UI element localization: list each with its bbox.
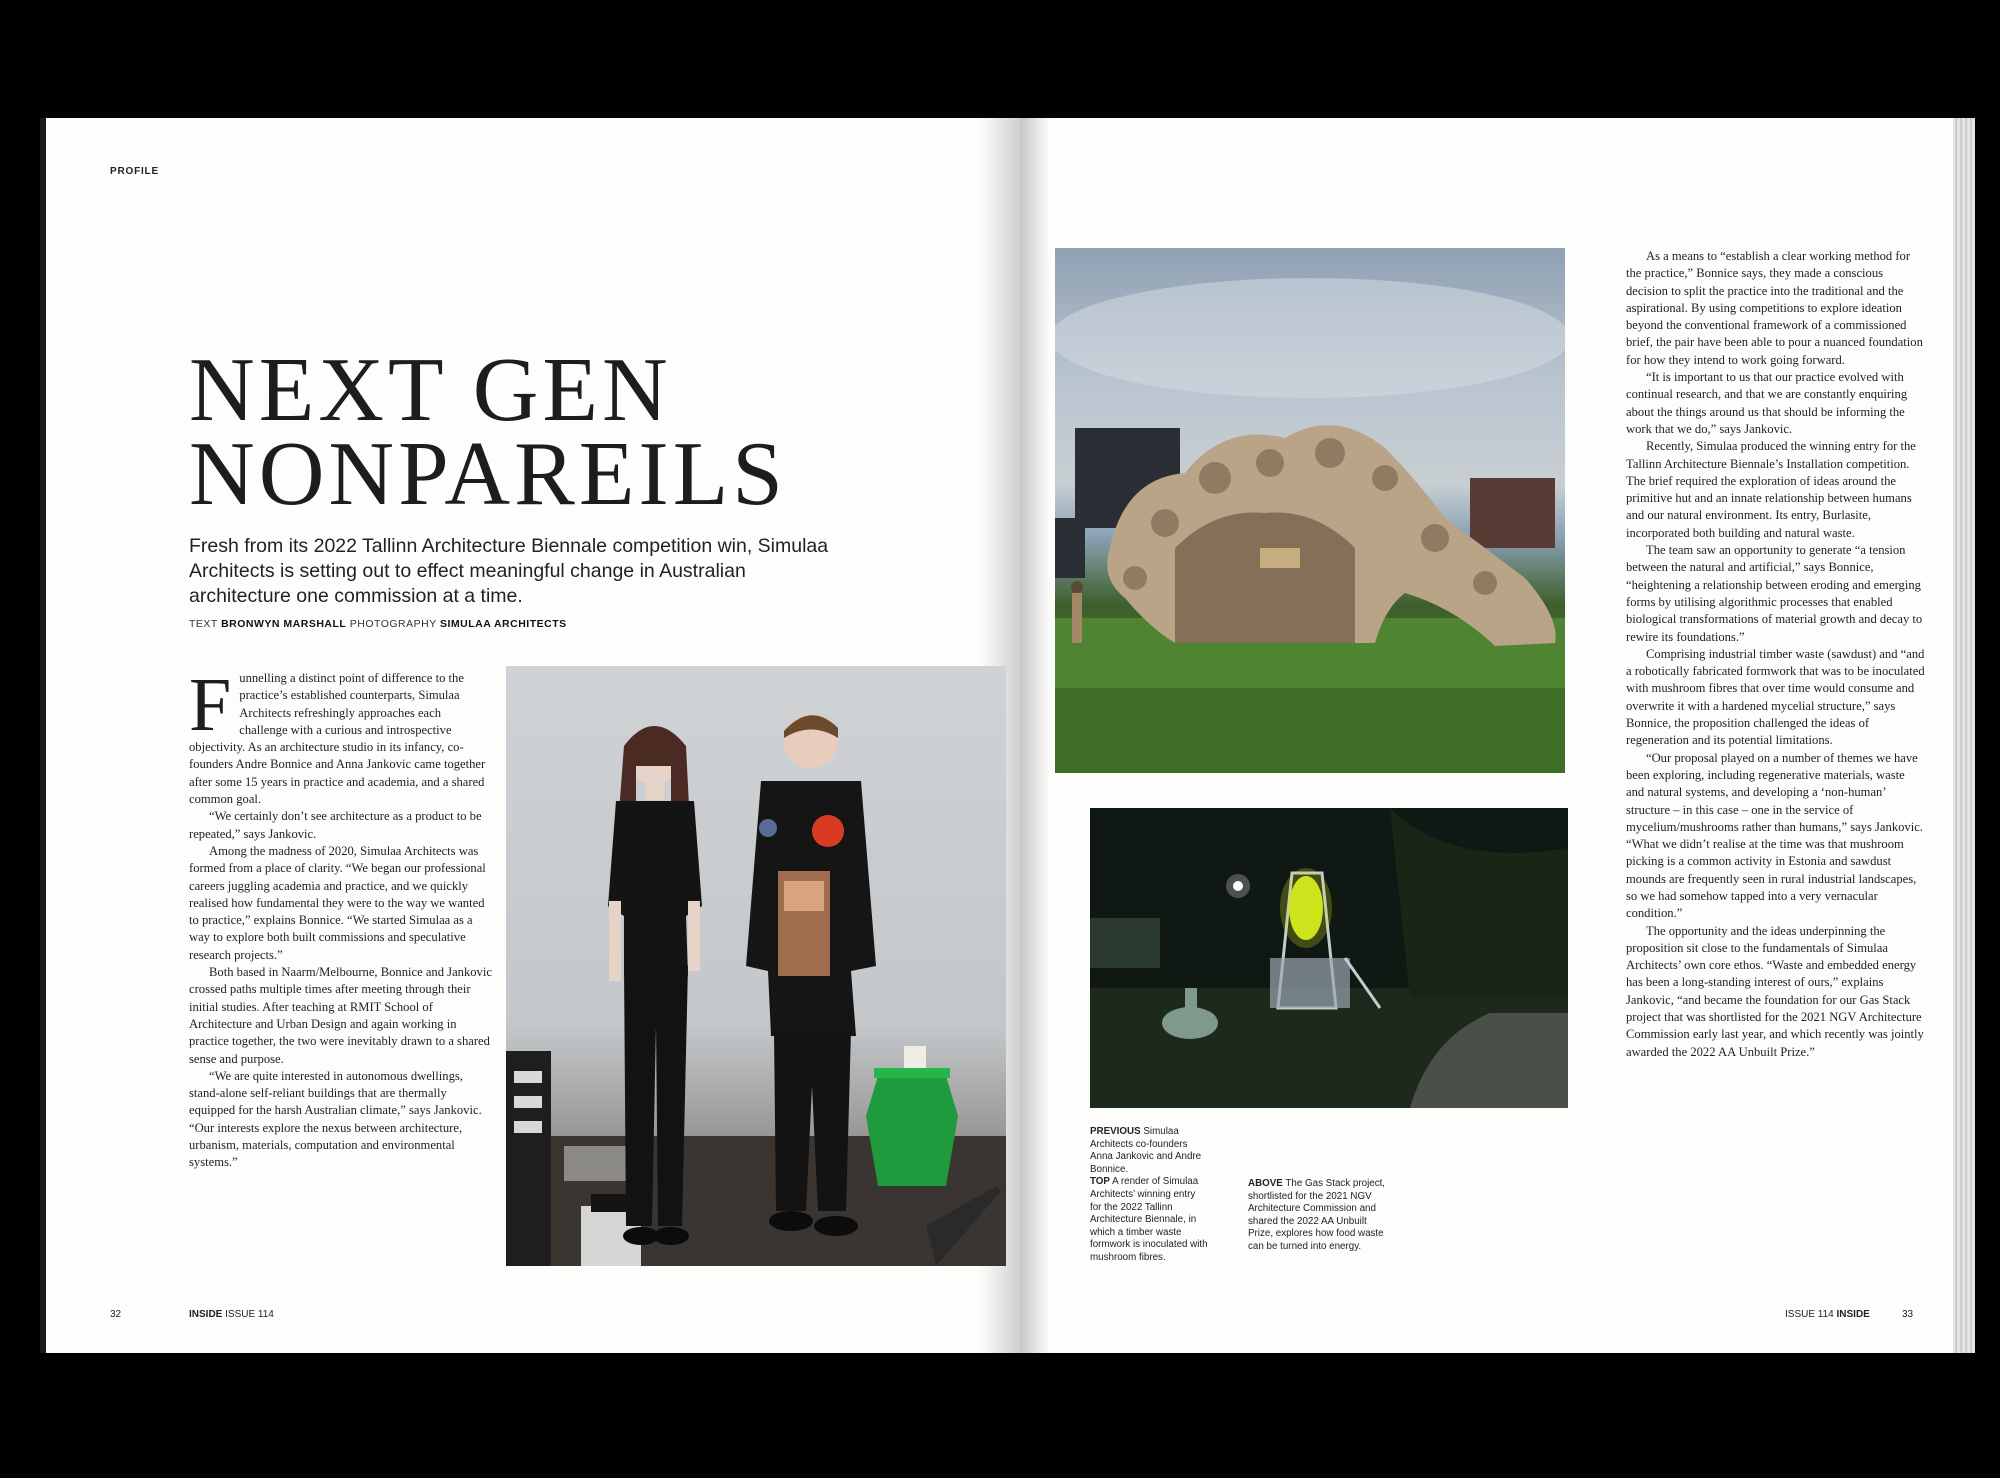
headline-line-1: NEXT GEN — [189, 339, 672, 440]
drop-cap: F — [189, 663, 232, 747]
body-paragraph: “We certainly don’t see architecture as a product to be repeated,” says Jankovic. — [189, 809, 482, 841]
folio-right — [1902, 1309, 1913, 1320]
headline — [189, 339, 787, 524]
tallinn-render-photo — [1055, 248, 1565, 773]
portrait-photo — [506, 666, 1006, 1266]
body-paragraph: Among the madness of 2020, Simulaa Architects was formed from a place of clarity. “We began our professional careers juggling academia and practice, and we quickly realised how fundamental they were to the way we wanted to practice,” explains Bonnice. “We started Simulaa as a way to explore both built commissions and speculative research projects.” — [189, 843, 486, 962]
body-paragraph: “We are quite interested in autonomous dwellings, stand-alone self-reliant buildings that are thermally equipped for the harsh Australian climate,” says Jankovic. “Our interests explore the nexus between architecture, urbanism, materials, computation and environmental systems.” — [189, 1068, 482, 1170]
body-paragraph: Comprising industrial timber waste (sawdust) and “and a robotically fabricated formwork that was to be inoculated with mushroom fibres that over time would consume and overwrite it with a hardened mycelial structure,” says Bonnice, the proposition challenged the ideas of regeneration and its potential limitations. — [1626, 646, 1925, 748]
gas-stack-render-photo — [1090, 808, 1568, 1108]
magazine-name-left: INSIDE — [189, 1309, 223, 1320]
body-paragraph: The opportunity and the ideas underpinning the proposition sit close to the fundamentals of Simulaa Architects’ own core ethos. “Waste and embedded energy has been a long-standing interest of ours,” explains Jankovic, “and became the foundation for our Gas Stack project that was shortlisted for the 2021 NGV Architecture Commission early last year, and which recently was jointly awarded the 2022 AA Unbuilt Prize.” — [1626, 923, 1924, 1059]
issue-left: ISSUE 114 — [225, 1309, 274, 1320]
photographer-name: SIMULAA ARCHITECTS — [439, 618, 567, 630]
body-paragraph: Recently, Simulaa produced the winning entry for the Tallinn Architecture Biennale’s Installation competition. The brief required the exploration of ideas around the primitive hut and an innate relationship between humans and our natural environment. Its entry, Burlasite, incorporated both building and natural waste. — [1626, 439, 1916, 540]
page-number-right: 33 — [1902, 1309, 1914, 1320]
photo-credit-label: PHOTOGRAPHY — [349, 618, 437, 630]
page-edge — [1953, 118, 1975, 1353]
caption-above-text: The Gas Stack project, shortlisted for the 2021 NGV Architecture Commission and shared the 2022 AA Unbuilt Prize, explores how food waste can be turned into energy. — [1248, 1178, 1386, 1252]
headline-line-2: NONPAREILS — [189, 423, 787, 524]
standfirst: Fresh from its 2022 Tallinn Architecture Biennale competition win, Simulaa Architects is setting out to effect meaningful change in Australian architecture one commission at a time. — [189, 535, 829, 607]
body-paragraph: Both based in Naarm/Melbourne, Bonnice and Jankovic crossed paths multiple times after meeting through their initial studies. After teaching at RMIT School of Architecture and Urban Design and again working in practice together, the two were inevitably drawn to a shared sense and purpose. — [189, 965, 492, 1066]
caption-previous-label: PREVIOUS — [1090, 1126, 1141, 1137]
writer-name: BRONWYN MARSHALL — [221, 618, 347, 630]
body-column-left — [189, 663, 492, 1172]
right-page — [1020, 118, 1975, 1353]
gas-stack-illustration — [1090, 808, 1568, 1108]
issue-right: ISSUE 114 — [1785, 1309, 1834, 1320]
magazine-spread — [40, 118, 1975, 1353]
caption-above-label: ABOVE — [1248, 1178, 1283, 1189]
folio-mag-right — [1785, 1309, 1870, 1320]
page-number-left: 32 — [110, 1309, 122, 1320]
caption-column-1 — [1090, 1126, 1208, 1265]
text-credit-label: TEXT — [189, 618, 218, 630]
body-paragraph: “Our proposal played on a number of themes we have been exploring, including regenerative materials, waste and natural systems, and developing a ‘non-human’ structure – in this case – one in the service of mycelium/mushrooms rather than humans,” says Jankovic. “What we didn’t realise at the time was that mushroom picking is a common activity in Estonia and sawdust mounds are frequently seen in rural industrial landscapes, so we had somehow tapped into a very vernacular condition.” — [1626, 750, 1923, 921]
portrait-illustration — [506, 666, 1006, 1266]
folio-mag-left — [189, 1309, 274, 1320]
caption-previous-text: Simulaa Architects co-founders Anna Jankovic and Andre Bonnice. — [1090, 1126, 1202, 1175]
body-paragraph: As a means to “establish a clear working method for the practice,” Bonnice says, they made a conscious decision to split the practice into the traditional and the aspirational. By using competitions to explore ideation beyond the conventional framework of a commissioned brief, the pair have been able to pour a nuanced foundation for how they intend to work going forward. — [1626, 249, 1923, 367]
credits-line — [189, 618, 567, 630]
caption-spacer — [1248, 1126, 1386, 1127]
body-paragraph: “It is important to us that our practice evolved with continual research, and that we are constantly enquiring about the things around us that should be informing the work that we do,” says Jankovic. — [1626, 370, 1908, 436]
body-paragraph: Funnelling a distinct point of difference to the practice’s established counterparts, Simulaa Architects refreshingly approaches each challenge with a curious and introspective objectivity. As an architecture studio in its infancy, co-founders Andre Bonnice and Anna Jankovic came together after some 15 years in practice and academia, and a shared common goal. — [189, 663, 486, 807]
body-paragraph: The team saw an opportunity to generate “a tension between the natural and artificial,” says Bonnice, “heightening a relationship between eroding and emerging forms by utilising algorithmic processes that enabled biological transformations of material growth and decay to rewire its foundations.” — [1626, 543, 1923, 644]
gutter-shadow — [1020, 118, 1050, 1353]
caption-column-2 — [1248, 1178, 1386, 1254]
left-page — [40, 118, 1020, 1353]
magazine-name-right: INSIDE — [1836, 1309, 1870, 1320]
body-column-right — [1626, 248, 1926, 1061]
caption-top-text: A render of Simulaa Architects’ winning entry for the 2022 Tallinn Architecture Biennale, in which a timber waste formwork is inoculated with mushroom fibres. — [1090, 1176, 1208, 1263]
folio-left — [110, 1309, 121, 1320]
tallinn-render-illustration — [1055, 248, 1565, 773]
caption-top-label: TOP — [1090, 1176, 1110, 1188]
section-tag: PROFILE — [110, 166, 159, 177]
